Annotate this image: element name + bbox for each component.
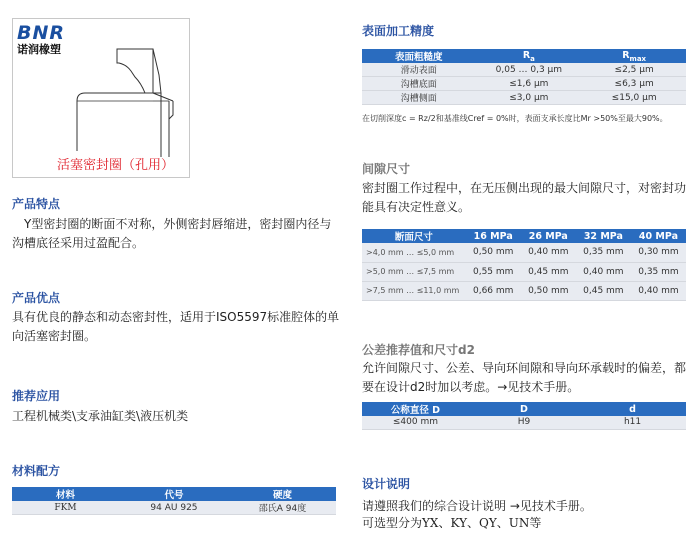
table-header-cell: 32 MPa [576, 229, 631, 243]
table-cell: 0,40 mm [521, 243, 576, 262]
design-models-text: 可选型分为YX、KY、QY、UN等 [362, 516, 542, 530]
table-header-cell: d [579, 402, 686, 416]
surface-note: 在切削深度c = Rz/2和基准线Cref = 0%时，表面支承长度比Mr >50%至最大90%。 [362, 114, 668, 123]
applications-heading: 推荐应用 [12, 389, 61, 403]
table-cell: 0,66 mm [466, 281, 521, 300]
table-row [362, 77, 686, 91]
design-heading: 设计说明 [362, 477, 411, 491]
table-header-cell: 16 MPa [466, 229, 521, 243]
logo-mark: BNR [17, 22, 66, 44]
figure-caption: 活塞密封圈（孔用） [57, 158, 175, 173]
table-cell: 0,50 mm [521, 281, 576, 300]
table-cell: 0,40 mm [576, 262, 631, 281]
company-logo [17, 23, 65, 56]
table-header-cell: 硬度 [229, 487, 336, 501]
materials-heading: 材料配方 [12, 464, 61, 478]
table-cell: 0,50 mm [466, 243, 521, 262]
table-row [362, 416, 686, 429]
table-cell: 沟槽底面 [362, 77, 475, 91]
table-cell: >4,0 mm … ≤5,0 mm [362, 243, 466, 262]
table-header-cell: 断面尺寸 [362, 229, 466, 243]
table-header-cell: 表面粗糙度 [362, 49, 475, 63]
table-cell: ≤1,6 μm [475, 77, 582, 91]
table-cell: ≤6,3 μm [582, 77, 686, 91]
table-row [362, 243, 686, 262]
table-header-cell: 公称直径 D [362, 402, 469, 416]
applications-text: 工程机械类\支承油缸类\液压机类 [12, 409, 189, 423]
table-cell: >5,0 mm … ≤7,5 mm [362, 262, 466, 281]
gap-heading: 间隙尺寸 [362, 162, 411, 176]
table-cell: H9 [469, 416, 579, 429]
materials-table [12, 487, 336, 515]
table-header-cell: $R_{max}$ [582, 49, 686, 63]
surface-roughness-table [362, 49, 686, 105]
design-text: 请遵照我们的综合设计说明 →见技术手册。 [362, 499, 592, 513]
tolerance-text: 允许间隙尺寸、公差、导向环间隙和导向环承载时的偏差，都要在设计d2时加以考虑。→见技术手册。 [362, 361, 687, 394]
table-cell: 滑动表面 [362, 63, 475, 77]
table-cell: FKM [12, 501, 119, 515]
table-cell: ≤2,5 μm [582, 63, 686, 77]
table-row [362, 91, 686, 105]
table-header-row [362, 229, 686, 243]
table-cell: ≤400 mm [362, 416, 469, 429]
table-cell: h11 [579, 416, 686, 429]
table-cell: 0,45 mm [576, 281, 631, 300]
table-row [362, 262, 686, 281]
table-header-row [12, 487, 336, 501]
table-cell: ≤15,0 μm [582, 91, 686, 105]
table-header-row [362, 49, 686, 63]
table-cell: 0,55 mm [466, 262, 521, 281]
features-text: Y型密封圈的断面不对称，外侧密封唇缩进，密封圈内径与沟槽底径采用过盈配合。 [12, 217, 332, 250]
table-header-cell: 26 MPa [521, 229, 576, 243]
product-figure [12, 18, 190, 178]
table-header-cell: $R_a$ [475, 49, 582, 63]
gap-text: 密封圈工作过程中，在无压侧出现的最大间隙尺寸，对密封功能具有决定性意义。 [362, 181, 687, 214]
table-cell: 0,35 mm [576, 243, 631, 262]
table-cell: ≤3,0 μm [475, 91, 582, 105]
surface-heading: 表面加工精度 [362, 24, 435, 38]
features-heading: 产品特点 [12, 197, 61, 211]
table-header-cell: D [469, 402, 579, 416]
logo-company-name: 诺润橡塑 [17, 43, 61, 56]
table-cell: 0,35 mm [631, 262, 686, 281]
table-cell: 0,30 mm [631, 243, 686, 262]
tolerance-heading: 公差推荐值和尺寸d2 [362, 343, 475, 357]
table-cell: 0,40 mm [631, 281, 686, 300]
table-header-cell: 40 MPa [631, 229, 686, 243]
advantages-heading: 产品优点 [12, 291, 61, 305]
tolerance-table [362, 402, 686, 430]
table-cell: 沟槽侧面 [362, 91, 475, 105]
table-cell: 94 AU 925 [119, 501, 229, 515]
table-header-cell: 材料 [12, 487, 119, 501]
table-row [12, 501, 336, 515]
table-row [362, 63, 686, 77]
table-row [362, 281, 686, 300]
table-cell: 0,45 mm [521, 262, 576, 281]
table-cell: 0,05 … 0,3 μm [475, 63, 582, 77]
table-header-cell: 代号 [119, 487, 229, 501]
table-cell: 邵氏A 94度 [229, 501, 336, 515]
table-header-row [362, 402, 686, 416]
advantages-text: 具有优良的静态和动态密封性，适用于ISO5597标准腔体的单向活塞密封圈。 [12, 310, 340, 343]
gap-size-table [362, 229, 686, 301]
table-cell: >7,5 mm … ≤11,0 mm [362, 281, 466, 300]
